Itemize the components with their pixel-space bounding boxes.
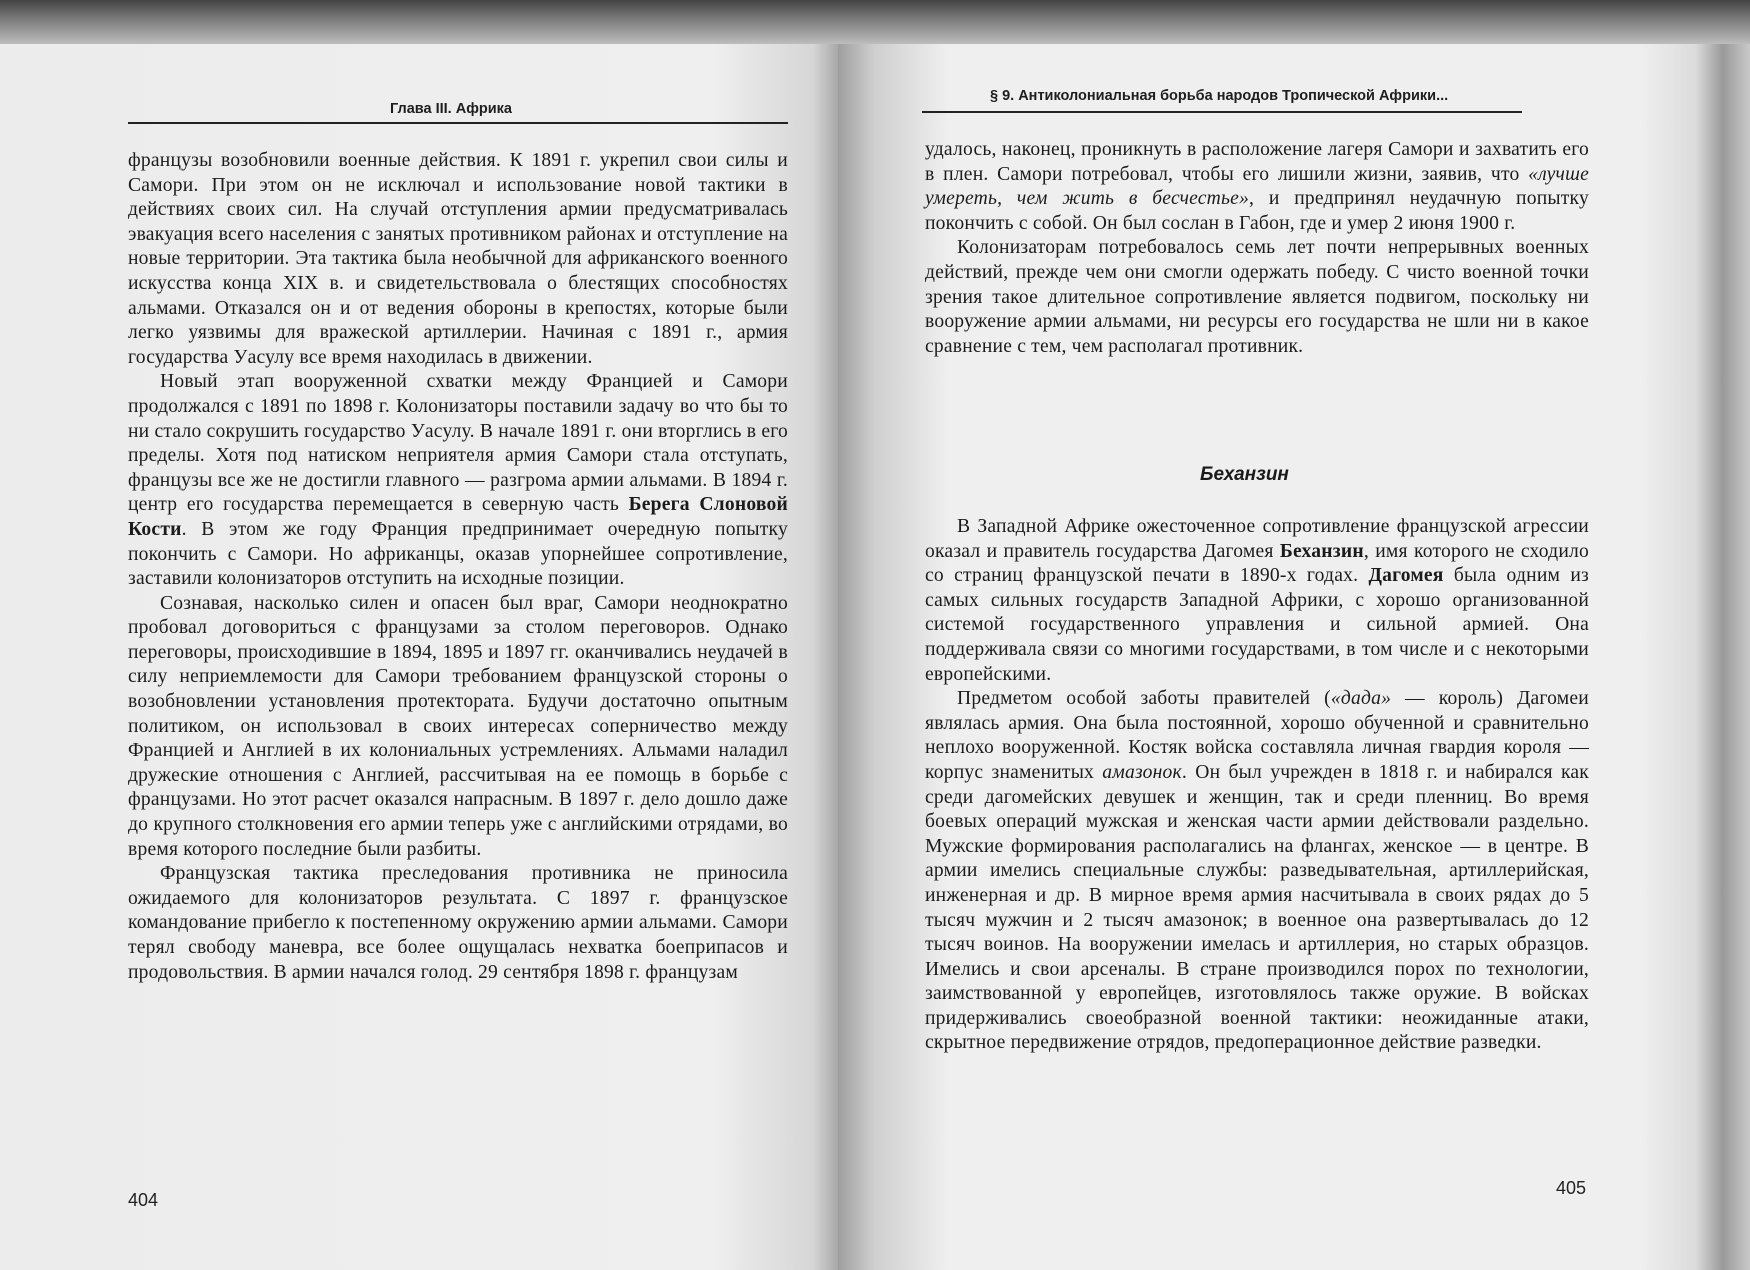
right-top-paragraph: Колонизаторам потребовалось семь лет почти непрерывных военных действий, прежде чем они смогли одержать победу. С чисто военной точки зрения такое длительное сопротивление является подвигом, поскольку ни вооружение армии альмами, ни ресурсы его государства не шли ни в какое сравнение с тем, чем располагал противник. <box>925 237 1589 357</box>
right-bottom-paragraph: В Западной Африке ожесточенное сопротивление французской агрессии оказал и правитель государства Дагомея Беханзин, имя которого не сходило со страниц французской печати в 1890-х годах. Дагомея была одним из самых сильных государств Западной Африки, с хорошо организованной системой государственного управления и сильной армией. Она поддерживала связи со многими государствами, в том числе и с некоторыми европейскими. <box>925 516 1589 685</box>
left-paragraph: французы возобновили военные действия. К 1891 г. укрепил свои силы и Самори. При этом он не исключал и использование новой тактики в действиях своих сил. На случай отступления армии предусматривалась эвакуация всего населения с занятых противником районах и отступление на новые территории. Эта тактика была необычной для африканского военного искусства конца XIX в. и свидетельствовала о блестящих способностях альмами. Отказался он и от ведения обороны в крепостях, которые были легко уязвимы для вражеской артиллерии. Начиная с 1891 г., армия государства Уасулу все время находилась в движении. <box>128 150 788 368</box>
left-page-number: 404 <box>128 1190 159 1210</box>
right-body-text-bottom <box>925 515 1589 1056</box>
left-paragraph: Французская тактика преследования противника не приносила ожидаемого для колонизаторов результата. С 1897 г. французское командование прибегло к постепенному окружению армии альмами. Самори терял свободу маневра, все более ощущалась нехватка боеприпасов и продовольствия. В армии начался голод. 29 сентября 1898 г. французам <box>128 863 788 983</box>
right-bottom-paragraph: Предметом особой заботы правителей («дада» — король) Дагомеи являлась армия. Она была постоянной, хорошо обученной и сравнительно неплохо вооруженной. Костяк войска составляла личная гвардия короля — корпус знаменитых амазонок. Он был учрежден в 1818 г. и набирался как среди дагомейских девушек и женщин, так и среди пленниц. Во время боевых операций мужская и женская части армии действовали раздельно. Мужские формирования располагались на флангах, женское — в центре. В армии имелись специальные службы: разведывательная, артиллерийская, инженерная и др. В мирное время армия насчитывала в своих рядах до 5 тысяч мужчин и 2 тысяч амазонок; в военное она развертывалась до 12 тысяч воинов. На вооружении имелась и артиллерия, но старых образцов. Имелись и свои арсеналы. В стране производился порох по технологии, заимствованной у европейцев, изготовлялось также оружие. В войсках придерживались своеобразной военной тактики: неожиданные атаки, скрытное передвижение отрядов, предоперационное действие разведки. <box>925 688 1589 1054</box>
section-heading: Беханзин <box>1200 464 1289 485</box>
left-head-rule <box>128 122 788 124</box>
right-head-rule <box>922 111 1522 113</box>
right-page-number: 405 <box>1556 1178 1587 1198</box>
left-running-head: Глава III. Африка <box>390 101 512 117</box>
right-body-text-top <box>925 138 1589 359</box>
left-body-text <box>128 149 788 985</box>
left-paragraph: Сознавая, насколько силен и опасен был враг, Самори неоднократно пробовал договориться с французами за столом переговоров. Однако переговоры, происходившие в 1894, 1895 и 1897 гг. оканчивались неудачей в силу неприемлемости для Самори требованием французской стороны о возобновлении установления протектората. Будучи достаточно опытным политиком, он использовал в своих интересах соперничество между Францией и Англией в их колониальных устремлениях. Альмами наладил дружеские отношения с Англией, рассчитывая на ее помощь в борьбе с французами. Но этот расчет оказался напрасным. В 1897 г. дело дошло даже до крупного столкновения его армии теперь уже с английскими отрядами, во время которого последние были разбиты. <box>128 592 788 860</box>
right-top-paragraph: удалось, наконец, проникнуть в расположение лагеря Самори и захватить его в плен. Самори потребовал, чтобы его лишили жизни, заявив, что «лучше умереть, чем жить в бесчестье», и предпринял неудачную попытку покончить с собой. Он был сослан в Габон, где и умер 2 июня 1900 г. <box>925 139 1589 234</box>
right-running-head: § 9. Антиколониальная борьба народов Тропической Африки... <box>990 88 1449 104</box>
left-paragraph: Новый этап вооруженной схватки между Францией и Самори продолжался с 1891 по 1898 г. Колонизаторы поставили задачу во что бы то ни стало сокрушить государство Уасулу. В начале 1891 г. они вторглись в его пределы. Хотя под натиском неприятеля армия Самори стала отступать, французы все же не достигли главного — разгрома армии альмами. В 1894 г. центр его государства перемещается в северную часть Берега Слоновой Кости. В этом же году Франция предпринимает очередную попытку покончить с Самори. Но африканцы, оказав упорнейшее сопротивление, заставили колонизаторов отступить на исходные позиции. <box>128 371 788 590</box>
scan-top-edge <box>0 0 1750 44</box>
